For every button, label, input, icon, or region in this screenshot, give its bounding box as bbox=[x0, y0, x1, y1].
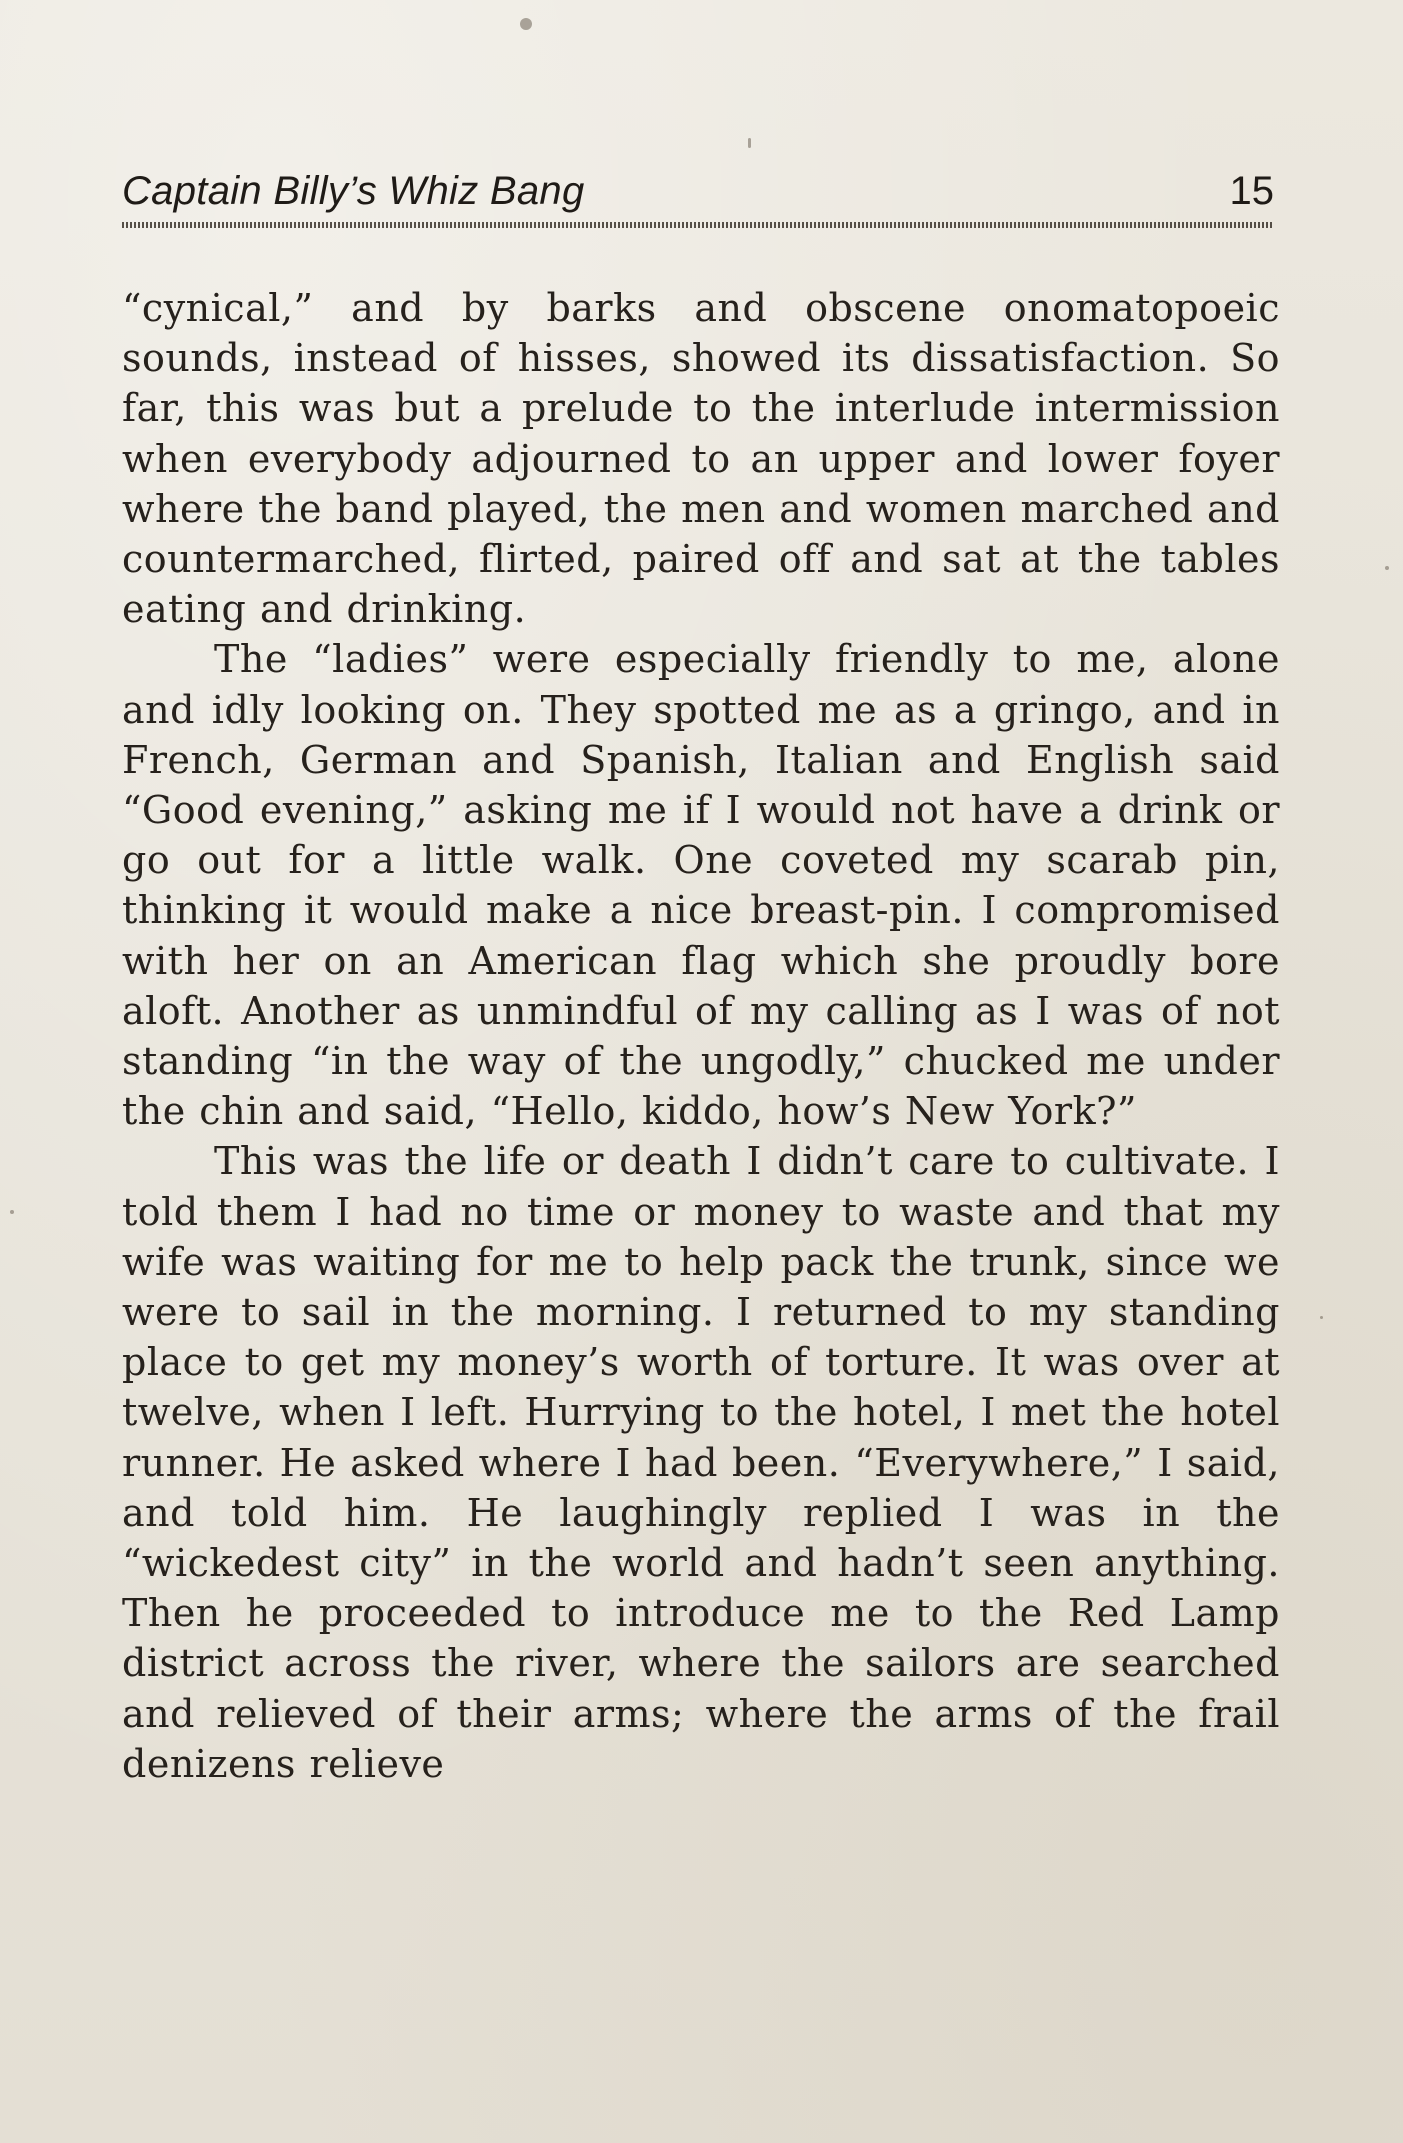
page-header bbox=[122, 166, 1274, 236]
paper-speck bbox=[10, 1210, 14, 1214]
paper-speck bbox=[748, 138, 751, 148]
paper-speck bbox=[1320, 1316, 1323, 1319]
paragraph: The “ladies” were especially friendly to me, alone and idly looking on. They spotted me as a gringo, and in French, German and Spanish, Italian and English said “Good evening,” asking me if I would not have a drink or go out for a little walk. One coveted my scarab pin, thinking it would make a nice breast-pin. I compromised with her on an American flag which she proudly bore aloft. Another as unmindful of my calling as I was of not standing “in the way of the ungodly,” chucked me under the chin and said, “Hello, kiddo, how’s New York?” bbox=[122, 637, 1280, 1134]
paragraph: “cynical,” and by barks and obscene onomatopoeic sounds, instead of hisses, showed its dissatisfaction. So far, this was but a prelude to the interlude intermission when everybody adjourned to an upper and lower foyer where the band played, the men and women marched and countermarched, flirted, paired off and sat at the tables eating and drinking. bbox=[122, 286, 1280, 632]
header-rule bbox=[122, 222, 1274, 228]
paragraph: This was the life or death I didn’t care to cultivate. I told them I had no time or money to waste and that my wife was waiting for me to help pack the trunk, since we were to sail in the morning. I returned to my standing place to get my money’s worth of torture. It was over at twelve, when I left. Hurrying to the hotel, I met the hotel runner. He asked where I had been. “Everywhere,” I said, and told him. He laughingly replied I was in the “wickedest city” in the world and hadn’t seen anything. Then he proceeded to introduce me to the Red Lamp district across the river, where the sailors are searched and relieved of their arms; where the arms of the frail denizens relieve bbox=[122, 1139, 1280, 1786]
running-title: Captain Billy’s Whiz Bang bbox=[122, 169, 585, 213]
page-number: 15 bbox=[1229, 169, 1274, 213]
body-text bbox=[122, 283, 1280, 1789]
paper-speck bbox=[520, 18, 532, 30]
paper-speck bbox=[1385, 566, 1389, 570]
